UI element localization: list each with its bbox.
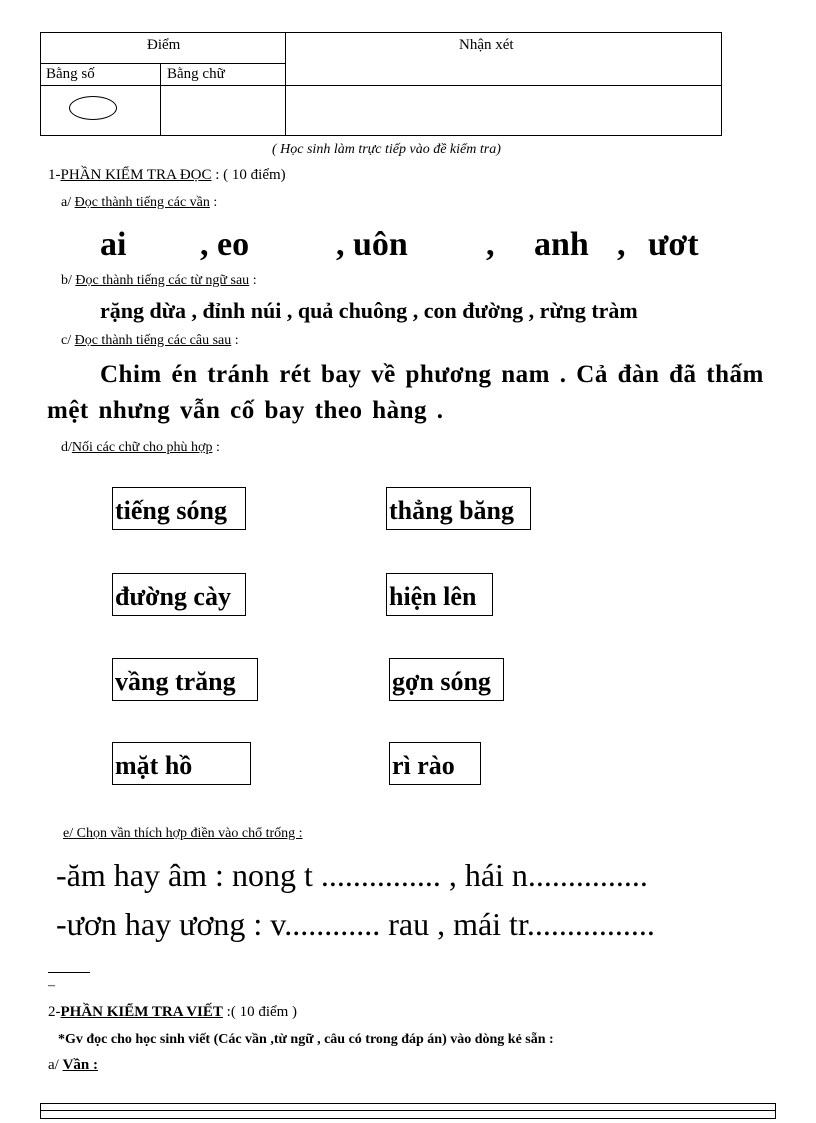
part2-heading: 2-PHẦN KIỂM TRA VIẾT :( 10 điểm ) <box>48 1004 298 1020</box>
match-right-3[interactable]: gợn sóng <box>389 658 504 701</box>
separator-line <box>48 972 90 973</box>
part1-heading: 1-PHẦN KIỂM TRA ĐỌC : ( 10 điểm) <box>48 167 286 183</box>
match-right-1[interactable]: thẳng băng <box>386 487 531 530</box>
match-right-2[interactable]: hiện lên <box>386 573 493 616</box>
score-number-label: Bằng số <box>46 66 95 82</box>
vowel-comma-2: , <box>617 226 626 263</box>
vowel-ai: ai <box>100 226 127 263</box>
vowel-uot: ươt <box>648 226 699 263</box>
vowel-comma: , <box>486 226 495 263</box>
score-oval <box>69 96 117 120</box>
match-left-1[interactable]: tiếng sóng <box>112 487 246 530</box>
vowel-eo: , eo <box>200 226 250 263</box>
fill-line-1: -ăm hay âm : nong t ............... , hái n............... <box>56 857 648 893</box>
comment-header: Nhận xét <box>459 37 514 53</box>
writing-lines[interactable] <box>40 1103 776 1119</box>
word-list: rặng dừa , đỉnh núi , quả chuông , con đường , rừng tràm <box>100 298 638 323</box>
vowel-anh: anh <box>534 226 589 263</box>
score-words-label: Bằng chữ <box>167 66 225 82</box>
section-a-heading: a/ Đọc thành tiếng các vần : <box>61 195 218 210</box>
match-left-2[interactable]: đường cày <box>112 573 246 616</box>
section-c-heading: c/ Đọc thành tiếng các câu sau : <box>61 333 239 348</box>
sentence-line-2: mệt nhưng vẫn cố bay theo hàng . <box>47 397 444 424</box>
separator-dash: – <box>48 978 55 993</box>
sentence-line-1: Chim én tránh rét bay về phương nam . Cả đàn đã thấm <box>100 361 764 388</box>
match-left-4[interactable]: mặt hồ <box>112 742 251 785</box>
fill-line-2: -ươn hay ương : v............ rau , mái tr................ <box>56 906 655 942</box>
part2-instruction: *Gv đọc cho học sinh viết (Các vần ,từ ngữ , câu có trong đáp án) vào dòng kẻ sẵn : <box>58 1032 554 1047</box>
section-d-heading: d/Nối các chữ cho phù hợp : <box>61 440 220 455</box>
vowel-uon: , uôn <box>336 226 408 263</box>
section-e-heading: e/ Chọn vần thích hợp điền vào chổ trống : <box>63 826 303 841</box>
section-b-heading: b/ Đọc thành tiếng các từ ngữ sau : <box>61 273 257 288</box>
score-header: Điểm <box>147 37 181 53</box>
match-left-3[interactable]: vầng trăng <box>112 658 258 701</box>
instruction-note: ( Học sinh làm trực tiếp vào đề kiểm tra) <box>272 142 501 157</box>
score-table <box>40 32 722 136</box>
match-right-4[interactable]: rì rào <box>389 742 481 785</box>
part2-sub-heading: a/ Vần : <box>48 1057 98 1073</box>
